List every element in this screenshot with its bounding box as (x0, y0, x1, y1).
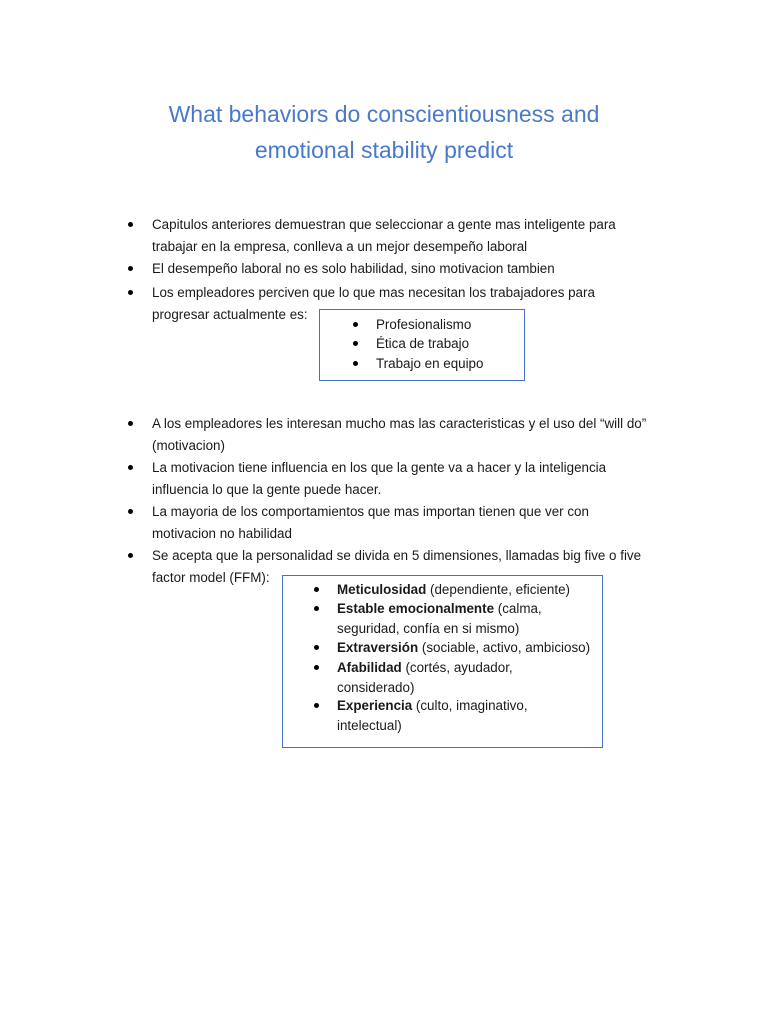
bullet-text-line: Capitulos anteriores demuestran que seleccionar a gente mas inteligente para (152, 217, 616, 232)
skill-label: Ética de trabajo (376, 336, 470, 351)
dimension-description: intelectual) (337, 718, 402, 733)
bullet-text-line: La motivacion tiene influencia en los que la gente va a hacer y la inteligencia (152, 460, 607, 475)
bullet-icon (353, 341, 358, 346)
bullet-text-line: motivacion no habilidad (152, 526, 292, 541)
dimension-description: seguridad, confía en si mismo) (337, 621, 520, 636)
bullet-icon (314, 606, 319, 611)
bullet-text-line: trabajar en la empresa, conlleva a un mejor desempeño laboral (152, 239, 528, 254)
dimension-description: (sociable, activo, ambicioso) (418, 640, 591, 655)
bullet-icon (128, 465, 133, 470)
skill-label: Trabajo en equipo (376, 356, 484, 371)
dimension-term: Experiencia (337, 698, 413, 713)
bullet-icon (128, 421, 133, 426)
bullet-text-line: influencia lo que la gente puede hacer. (152, 482, 382, 497)
dimension-description: considerado) (337, 680, 415, 695)
bullet-icon (128, 553, 133, 558)
page-title (0, 96, 768, 168)
title-line-1: What behaviors do conscientiousness and (168, 101, 600, 127)
bullet-icon (128, 266, 133, 271)
bullet-icon (128, 290, 133, 295)
dimension-description: (cortés, ayudador, (401, 660, 513, 675)
bullet-text-line: (motivacion) (152, 438, 225, 453)
dimension-term: Estable emocionalmente (337, 601, 495, 616)
bullet-text-line: A los empleadores les interesan mucho mas las caracteristicas y el uso del “will do” (152, 416, 647, 431)
dimension-term: Meticulosidad (337, 582, 427, 597)
bullet-text-line: progresar actualmente es: (152, 307, 308, 322)
dimension-term: Afabilidad (337, 660, 402, 675)
bullet-icon (128, 509, 133, 514)
bullet-icon (314, 587, 319, 592)
bullet-icon (314, 665, 319, 670)
title-line-2: emotional stability predict (254, 137, 514, 163)
dimension-description: (calma, (494, 601, 542, 616)
dimension-term: Extraversión (337, 640, 419, 655)
bullet-icon (353, 361, 358, 366)
bullet-icon (314, 645, 319, 650)
dimension-description: (culto, imaginativo, (412, 698, 528, 713)
bullet-text-line: Los empleadores perciven que lo que mas necesitan los trabajadores para (152, 285, 595, 300)
bullet-text-line: factor model (FFM): (152, 570, 270, 585)
bullet-icon (353, 322, 358, 327)
bullet-text-line: El desempeño laboral no es solo habilidad, sino motivacion tambien (152, 261, 555, 276)
skills-box (319, 309, 525, 381)
skill-label: Profesionalismo (376, 317, 472, 332)
bullet-icon (128, 222, 133, 227)
bullet-icon (314, 703, 319, 708)
bullet-text-line: La mayoria de los comportamientos que mas importan tienen que ver con (152, 504, 589, 519)
ffm-dimensions-box (282, 575, 603, 748)
dimension-description: (dependiente, eficiente) (426, 582, 570, 597)
bullet-text-line: Se acepta que la personalidad se divida en 5 dimensiones, llamadas big five o five (152, 548, 642, 563)
